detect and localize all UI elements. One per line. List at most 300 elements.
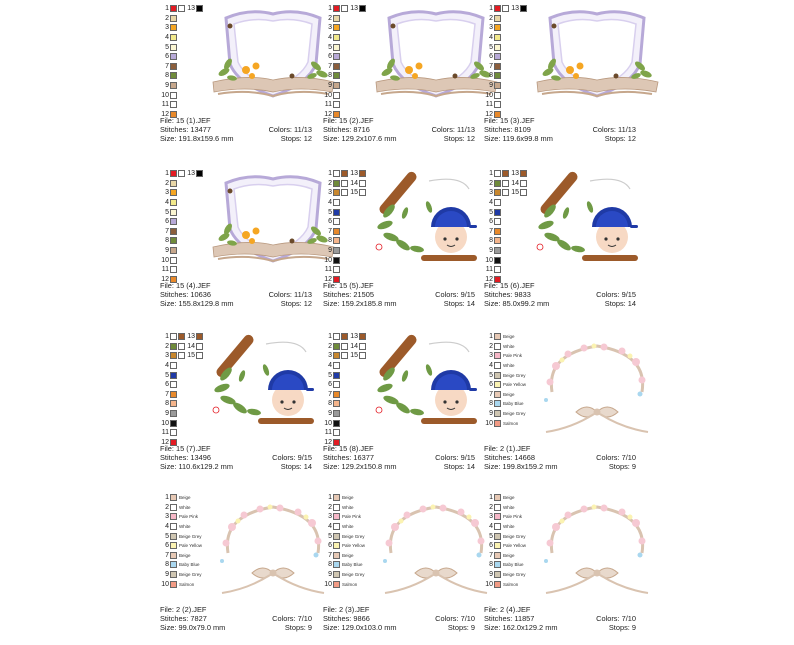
color-swatch [170, 15, 177, 22]
palette-row [484, 579, 526, 589]
color-swatch [170, 533, 177, 540]
color-swatch [170, 266, 177, 273]
design-tile[interactable] [484, 169, 724, 321]
palette-row [323, 52, 367, 62]
color-swatch [494, 400, 501, 407]
palette-index: 14 [350, 342, 358, 350]
palette-row [484, 522, 526, 532]
color-swatch [170, 247, 177, 254]
thread-name: Beige Grey [503, 411, 526, 417]
palette-row [160, 503, 202, 513]
design-preview[interactable] [371, 332, 501, 437]
palette-index: 14 [511, 179, 519, 187]
palette-row [484, 512, 526, 522]
design-tile[interactable] [484, 4, 724, 156]
palette-row [323, 380, 367, 390]
design-preview[interactable] [208, 4, 338, 109]
file-name: File: 2 (4).JEF [484, 605, 531, 614]
design-preview[interactable] [208, 332, 338, 437]
design-preview[interactable] [208, 169, 338, 274]
palette-row [323, 227, 367, 237]
design-preview[interactable] [532, 169, 662, 274]
color-swatch [333, 170, 340, 177]
stop-count: Stops: 14 [443, 299, 475, 308]
palette-row [484, 52, 528, 62]
palette-row [484, 342, 526, 352]
file-name: File: 15 (6).JEF [484, 281, 535, 290]
palette-index: 8 [165, 237, 169, 245]
palette-index: 5 [328, 43, 332, 51]
stitch-count: Stitches: 9833 [484, 290, 531, 299]
design-size: Size: 129.0x103.0 mm [323, 623, 397, 632]
stop-count: Stops: 14 [280, 462, 312, 471]
color-count: Colors: 9/15 [596, 290, 636, 299]
palette-row [323, 265, 367, 275]
palette-row [160, 198, 204, 208]
palette-row [323, 418, 367, 428]
palette-index: 1 [165, 333, 169, 341]
color-swatch [170, 257, 177, 264]
palette-row [160, 265, 204, 275]
color-swatch [494, 247, 501, 254]
palette-row [484, 370, 526, 380]
design-size: Size: 199.8x159.2 mm [484, 462, 558, 471]
palette-row [484, 4, 528, 14]
color-swatch [333, 209, 340, 216]
palette-index: 12 [324, 275, 332, 283]
palette-index: 6 [489, 542, 493, 550]
palette-index: 2 [328, 179, 332, 187]
thread-name: Pale Pink [503, 514, 523, 520]
color-swatch [494, 189, 501, 196]
palette-index: 3 [328, 352, 332, 360]
color-swatch [333, 552, 340, 559]
color-swatch [333, 504, 340, 511]
color-swatch [494, 352, 501, 359]
palette-row [484, 560, 526, 570]
palette-index: 5 [165, 43, 169, 51]
palette-index: 6 [165, 218, 169, 226]
palette-index: 6 [489, 381, 493, 389]
palette-index: 4 [328, 199, 332, 207]
palette-index: 7 [165, 390, 169, 398]
color-swatch [341, 180, 348, 187]
palette-row [323, 169, 367, 179]
design-preview[interactable] [532, 493, 662, 598]
color-swatch [170, 44, 177, 51]
thread-name: Beige Grey [503, 533, 526, 539]
stop-count: Stops: 14 [604, 299, 636, 308]
palette-row [484, 390, 526, 400]
color-swatch [333, 101, 340, 108]
palette-index: 10 [324, 91, 332, 99]
file-name: File: 15 (5).JEF [323, 281, 374, 290]
thread-name: Beige [179, 495, 191, 501]
palette-row [323, 332, 367, 342]
palette-index: 11 [324, 101, 332, 109]
palette-index: 11 [324, 266, 332, 274]
design-size: Size: 129.2x107.6 mm [323, 134, 397, 143]
palette-row [484, 503, 526, 513]
palette-index: 8 [489, 72, 493, 80]
stitch-count: Stitches: 16377 [323, 453, 374, 462]
color-swatch [196, 343, 203, 350]
palette-row [484, 361, 526, 371]
floral-wreath-art [532, 332, 662, 437]
palette-index: 9 [328, 82, 332, 90]
color-count: Colors: 7/10 [435, 614, 475, 623]
palette-index: 13 [350, 170, 358, 178]
color-swatch [196, 170, 203, 177]
stitch-count: Stitches: 14668 [484, 453, 535, 462]
thread-name: Beige [342, 552, 354, 558]
palette-row [160, 531, 202, 541]
color-swatch [494, 170, 501, 177]
color-swatch [170, 5, 177, 12]
palette-row [160, 351, 204, 361]
color-swatch [494, 504, 501, 511]
palette-index: 2 [165, 342, 169, 350]
color-swatch [170, 420, 177, 427]
thread-name: Baby Blue [503, 401, 524, 407]
color-swatch [494, 228, 501, 235]
palette-row [484, 81, 528, 91]
design-preview[interactable] [532, 332, 662, 437]
design-size: Size: 110.6x129.2 mm [160, 462, 233, 471]
color-swatch [333, 63, 340, 70]
color-swatch [170, 180, 177, 187]
color-swatch [494, 523, 501, 530]
color-swatch [494, 53, 501, 60]
palette-index: 10 [161, 580, 169, 588]
color-swatch [494, 199, 501, 206]
color-swatch [333, 180, 340, 187]
palette-row [484, 399, 526, 409]
palette-index: 14 [187, 342, 195, 350]
palette-row [484, 100, 528, 110]
file-name: File: 2 (2).JEF [160, 605, 207, 614]
thread-name: Beige [503, 391, 515, 397]
color-swatch [502, 189, 509, 196]
color-swatch [494, 542, 501, 549]
color-palette [323, 169, 367, 284]
palette-row [323, 236, 367, 246]
palette-row [160, 52, 204, 62]
palette-index: 13 [350, 333, 358, 341]
palette-index: 11 [485, 266, 493, 274]
color-swatch [170, 333, 177, 340]
palette-index: 4 [165, 199, 169, 207]
thread-name: Salmon [503, 581, 519, 587]
color-swatch [333, 53, 340, 60]
color-palette [484, 493, 526, 589]
design-preview[interactable] [532, 4, 662, 109]
palette-index: 13 [187, 5, 195, 13]
thread-name: Pale Yellow [503, 382, 527, 388]
palette-row [323, 217, 367, 227]
palette-index: 1 [328, 5, 332, 13]
palette-row [323, 100, 367, 110]
palette-index: 3 [165, 352, 169, 360]
palette-index: 1 [328, 170, 332, 178]
palette-index: 9 [165, 410, 169, 418]
palette-index: 8 [489, 237, 493, 245]
file-name: File: 15 (2).JEF [323, 116, 374, 125]
palette-index: 2 [165, 14, 169, 22]
color-swatch [170, 34, 177, 41]
color-swatch [502, 180, 509, 187]
baseball-wreath-art [532, 169, 662, 274]
palette-index: 8 [165, 561, 169, 569]
palette-row [160, 390, 204, 400]
color-swatch [170, 237, 177, 244]
palette-row [160, 217, 204, 227]
color-swatch [494, 180, 501, 187]
color-swatch [333, 24, 340, 31]
crest-frame-art [532, 4, 662, 109]
palette-index: 9 [165, 247, 169, 255]
color-swatch [178, 352, 185, 359]
palette-index: 5 [489, 208, 493, 216]
palette-index: 11 [161, 266, 169, 274]
palette-index: 15 [511, 189, 519, 197]
palette-row [484, 217, 528, 227]
palette-row [484, 265, 528, 275]
stitch-count: Stitches: 21505 [323, 290, 374, 299]
palette-row [323, 551, 365, 561]
thread-name: Pale Pink [179, 514, 199, 520]
design-preview[interactable] [371, 169, 501, 274]
design-size: Size: 85.0x99.2 mm [484, 299, 550, 308]
color-count: Colors: 9/15 [272, 453, 312, 462]
thread-name: White [179, 524, 191, 530]
palette-index: 7 [489, 227, 493, 235]
color-swatch [494, 362, 501, 369]
crest-frame-art [208, 4, 338, 109]
palette-row [323, 361, 367, 371]
color-swatch [494, 72, 501, 79]
palette-row [323, 198, 367, 208]
palette-row [323, 493, 365, 503]
stitch-count: Stitches: 10636 [160, 290, 211, 299]
color-swatch [494, 101, 501, 108]
palette-index: 7 [328, 227, 332, 235]
color-swatch [333, 34, 340, 41]
color-swatch [494, 533, 501, 540]
palette-index: 11 [485, 101, 493, 109]
palette-index: 2 [165, 503, 169, 511]
palette-index: 9 [489, 410, 493, 418]
stop-count: Stops: 9 [284, 623, 312, 632]
color-count: Colors: 11/13 [431, 125, 475, 134]
palette-row [160, 493, 202, 503]
stop-count: Stops: 12 [280, 134, 312, 143]
thread-name: Pale Yellow [179, 543, 203, 549]
color-palette [160, 169, 204, 284]
color-swatch [341, 189, 348, 196]
palette-row [160, 380, 204, 390]
design-preview[interactable] [371, 4, 501, 109]
color-swatch [333, 571, 340, 578]
palette-index: 3 [328, 189, 332, 197]
color-swatch [333, 247, 340, 254]
palette-index: 4 [165, 523, 169, 531]
palette-index: 9 [328, 571, 332, 579]
palette-row [160, 560, 202, 570]
palette-index: 15 [350, 189, 358, 197]
stitch-count: Stitches: 7827 [160, 614, 207, 623]
palette-row [484, 380, 526, 390]
color-swatch [359, 189, 366, 196]
stitch-count: Stitches: 8109 [484, 125, 531, 134]
color-swatch [333, 218, 340, 225]
palette-row [160, 100, 204, 110]
palette-index: 6 [328, 53, 332, 61]
design-tile[interactable] [484, 493, 724, 645]
design-preview[interactable] [208, 493, 338, 598]
color-swatch [359, 5, 366, 12]
color-swatch [170, 199, 177, 206]
thread-name: White [503, 343, 515, 349]
color-swatch [170, 24, 177, 31]
palette-row [484, 541, 526, 551]
palette-row [160, 33, 204, 43]
color-swatch [178, 5, 185, 12]
color-swatch [333, 352, 340, 359]
palette-row [323, 409, 367, 419]
palette-index: 4 [328, 362, 332, 370]
palette-index: 10 [161, 419, 169, 427]
color-palette [323, 332, 367, 447]
thread-name: Beige [503, 334, 515, 340]
palette-row [484, 255, 528, 265]
palette-index: 6 [328, 542, 332, 550]
thread-name: White [503, 363, 515, 369]
color-swatch [359, 352, 366, 359]
palette-index: 6 [489, 53, 493, 61]
thread-name: White [342, 504, 354, 510]
color-swatch [170, 581, 177, 588]
color-count: Colors: 7/10 [596, 614, 636, 623]
palette-index: 4 [489, 362, 493, 370]
palette-index: 1 [328, 494, 332, 502]
palette-index: 6 [489, 218, 493, 226]
crest-frame-art [371, 4, 501, 109]
palette-row [160, 169, 204, 179]
color-swatch [502, 5, 509, 12]
color-swatch [170, 410, 177, 417]
color-swatch [494, 561, 501, 568]
color-swatch [333, 189, 340, 196]
palette-index: 3 [489, 352, 493, 360]
palette-index: 13 [187, 333, 195, 341]
color-swatch [494, 372, 501, 379]
design-tile[interactable] [484, 332, 724, 484]
color-swatch [170, 523, 177, 530]
palette-index: 12 [324, 438, 332, 446]
palette-row [160, 227, 204, 237]
thread-name: Beige Grey [179, 572, 202, 578]
palette-row [484, 246, 528, 256]
palette-index: 6 [328, 218, 332, 226]
palette-row [160, 361, 204, 371]
color-swatch [333, 228, 340, 235]
palette-row [323, 188, 367, 198]
palette-row [160, 236, 204, 246]
palette-index: 12 [485, 110, 493, 118]
color-swatch [494, 44, 501, 51]
palette-index: 4 [489, 34, 493, 42]
floral-wreath-art [208, 493, 338, 598]
design-size: Size: 99.0x79.0 mm [160, 623, 226, 632]
design-preview[interactable] [371, 493, 501, 598]
color-swatch [494, 420, 501, 427]
palette-index: 7 [328, 390, 332, 398]
color-swatch [494, 218, 501, 225]
palette-row [160, 399, 204, 409]
palette-index: 2 [489, 179, 493, 187]
color-swatch [178, 333, 185, 340]
color-swatch [170, 513, 177, 520]
thread-name: Beige Grey [179, 533, 202, 539]
color-swatch [494, 15, 501, 22]
color-swatch [333, 542, 340, 549]
palette-index: 3 [165, 513, 169, 521]
color-swatch [170, 189, 177, 196]
color-palette [484, 169, 528, 284]
color-swatch [170, 228, 177, 235]
color-swatch [333, 199, 340, 206]
color-swatch [333, 400, 340, 407]
color-swatch [170, 542, 177, 549]
design-size: Size: 119.6x99.8 mm [484, 134, 553, 143]
color-swatch [494, 343, 501, 350]
palette-index: 10 [161, 256, 169, 264]
palette-index: 12 [161, 275, 169, 283]
palette-index: 9 [165, 82, 169, 90]
palette-row [484, 71, 528, 81]
palette-row [484, 42, 528, 52]
color-swatch [170, 170, 177, 177]
color-swatch [494, 5, 501, 12]
color-swatch [170, 372, 177, 379]
palette-index: 2 [489, 14, 493, 22]
color-palette [323, 493, 365, 589]
palette-row [160, 14, 204, 24]
palette-row [323, 62, 367, 72]
palette-index: 10 [485, 256, 493, 264]
color-swatch [333, 381, 340, 388]
color-swatch [170, 82, 177, 89]
palette-index: 10 [485, 419, 493, 427]
palette-index: 13 [511, 5, 519, 13]
color-count: Colors: 11/13 [592, 125, 636, 134]
color-swatch [333, 494, 340, 501]
palette-row [323, 4, 367, 14]
color-palette [323, 4, 367, 119]
color-swatch [333, 362, 340, 369]
color-swatch [333, 561, 340, 568]
palette-index: 5 [489, 43, 493, 51]
thread-name: Salmon [342, 581, 358, 587]
color-swatch [170, 218, 177, 225]
color-swatch [494, 92, 501, 99]
palette-index: 6 [165, 53, 169, 61]
thread-name: Pale Yellow [503, 543, 527, 549]
palette-row [323, 541, 365, 551]
palette-row [160, 62, 204, 72]
palette-index: 6 [165, 381, 169, 389]
